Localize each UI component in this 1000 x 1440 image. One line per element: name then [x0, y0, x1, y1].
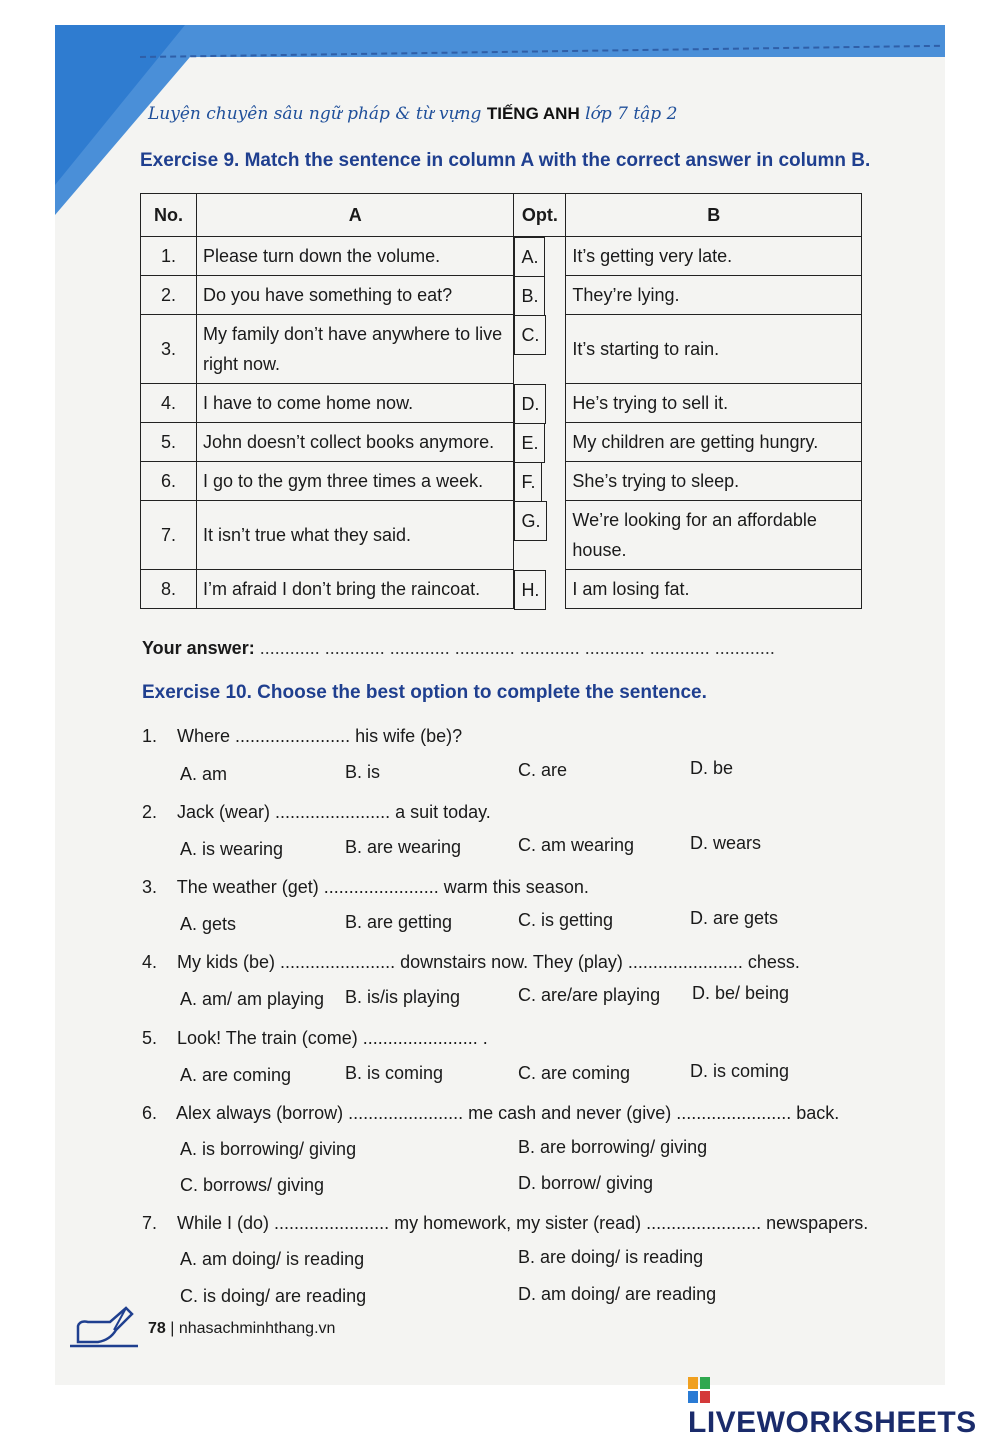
option-letter: D.	[514, 384, 546, 424]
table-header-row	[141, 194, 862, 237]
question-text: Where ....................... his wife (be)?	[177, 726, 463, 746]
question-6	[142, 1101, 839, 1125]
table-row	[141, 384, 862, 423]
question-number: 7.	[142, 1213, 158, 1233]
question-1	[142, 724, 462, 748]
option-a[interactable]: A. am	[180, 764, 228, 784]
option-letter: B.	[514, 276, 545, 316]
column-b-answer: He’s trying to sell it.	[566, 384, 862, 423]
column-b-answer: I am losing fat.	[566, 570, 862, 609]
question-text: My kids (be) ....................... downstairs now. They (play) ....................... chess.	[177, 952, 800, 972]
column-a-sentence: Please turn down the volume.	[196, 237, 513, 276]
row-number: 5.	[141, 423, 197, 462]
column-b-answer: She’s trying to sleep.	[566, 462, 862, 501]
column-b-answer: They’re lying.	[566, 276, 862, 315]
option-c[interactable]: C. are	[518, 760, 568, 780]
option-letter: C.	[514, 315, 546, 355]
option-d[interactable]: D. am doing/ are reading	[518, 1284, 717, 1304]
column-b-answer: My children are getting hungry.	[566, 423, 862, 462]
option-c[interactable]: C. is doing/ are reading	[180, 1286, 367, 1306]
header-opt: Opt.	[514, 194, 566, 237]
option-d[interactable]: D. are gets	[690, 908, 779, 928]
table-row	[141, 315, 862, 384]
question-2	[142, 800, 491, 824]
row-number: 4.	[141, 384, 197, 423]
question-7	[142, 1211, 868, 1235]
question-number: 3.	[142, 877, 158, 897]
answer-line	[142, 638, 775, 659]
answer-label: Your answer:	[142, 638, 255, 658]
column-a-sentence: I have to come home now.	[196, 384, 513, 423]
option-b[interactable]: B. are borrowing/ giving	[518, 1137, 708, 1157]
column-a-sentence: I’m afraid I don’t bring the raincoat.	[196, 570, 513, 609]
question-text: Alex always (borrow) ....................... me cash and never (give) ....................... back.	[176, 1103, 840, 1123]
option-letter: G.	[514, 501, 547, 541]
answer-blanks[interactable]: ............ ............ ............ ............ ............ ............ ............ ............	[259, 638, 775, 658]
column-b-answer: We’re looking for an affordable house.	[566, 501, 862, 570]
option-c[interactable]: C. are coming	[518, 1063, 631, 1083]
question-3	[142, 875, 589, 899]
writing-hand-icon	[70, 1300, 140, 1350]
exercise9-title: Exercise 9. Match the sentence in column A with the correct answer in column B.	[140, 150, 871, 171]
header-subtitle: Luyện chuyên sâu ngữ pháp & từ vựng	[148, 104, 482, 124]
question-text: Look! The train (come) ....................... .	[177, 1028, 488, 1048]
column-b-answer: It’s getting very late.	[566, 237, 862, 276]
matching-table	[140, 193, 862, 609]
book-header	[148, 104, 677, 124]
option-a[interactable]: A. am/ am playing	[180, 989, 325, 1009]
header-b: B	[566, 194, 862, 237]
table-row	[141, 423, 862, 462]
option-c[interactable]: C. are/are playing	[518, 985, 661, 1005]
watermark-text: LIVEWORKSHEETS	[688, 1406, 977, 1439]
option-a[interactable]: A. are coming	[180, 1065, 292, 1085]
table-row	[141, 501, 862, 570]
option-b[interactable]: B. are wearing	[345, 837, 462, 857]
column-a-sentence: My family don’t have anywhere to live right now.	[196, 315, 513, 384]
option-a[interactable]: A. is borrowing/ giving	[180, 1139, 357, 1159]
question-4	[142, 950, 800, 974]
table-row	[141, 237, 862, 276]
option-c[interactable]: C. borrows/ giving	[180, 1175, 325, 1195]
option-letter: E.	[514, 423, 545, 463]
row-number: 8.	[141, 570, 197, 609]
question-text: The weather (get) ....................... warm this season.	[176, 877, 589, 897]
option-b[interactable]: B. is coming	[345, 1063, 444, 1083]
row-number: 7.	[141, 501, 197, 570]
question-5	[142, 1026, 488, 1050]
liveworksheets-logo-icon	[688, 1377, 710, 1403]
question-number: 2.	[142, 802, 158, 822]
question-number: 1.	[142, 726, 158, 746]
row-number: 3.	[141, 315, 197, 384]
option-b[interactable]: B. are doing/ is reading	[518, 1247, 704, 1267]
question-text: Jack (wear) ....................... a suit today.	[177, 802, 491, 822]
page-number: 78	[148, 1320, 166, 1337]
table-row	[141, 276, 862, 315]
row-number: 6.	[141, 462, 197, 501]
question-number: 4.	[142, 952, 158, 972]
column-a-sentence: I go to the gym three times a week.	[196, 462, 513, 501]
option-b[interactable]: B. is	[345, 762, 381, 782]
row-number: 1.	[141, 237, 197, 276]
header-no: No.	[141, 194, 197, 237]
option-a[interactable]: A. is wearing	[180, 839, 284, 859]
header-a: A	[196, 194, 513, 237]
option-a[interactable]: A. gets	[180, 914, 237, 934]
column-a-sentence: Do you have something to eat?	[196, 276, 513, 315]
option-letter: A.	[514, 237, 545, 277]
option-c[interactable]: C. is getting	[518, 910, 614, 930]
column-b-answer: It’s starting to rain.	[566, 315, 862, 384]
option-letter: H.	[514, 570, 546, 610]
option-d[interactable]: D. borrow/ giving	[518, 1173, 654, 1193]
option-d[interactable]: D. be	[690, 758, 734, 778]
table-row	[141, 570, 862, 609]
header-grade: lớp 7 tập 2	[585, 104, 678, 124]
liveworksheets-watermark	[688, 1372, 1000, 1440]
page-footer	[148, 1320, 335, 1338]
exercise10-title: Exercise 10. Choose the best option to complete the sentence.	[142, 682, 707, 703]
header-subject: TIẾNG ANH	[486, 104, 580, 123]
column-a-sentence: John doesn’t collect books anymore.	[196, 423, 513, 462]
option-letter: F.	[514, 462, 542, 502]
option-a[interactable]: A. am doing/ is reading	[180, 1249, 365, 1269]
option-d[interactable]: D. is coming	[690, 1061, 790, 1081]
column-a-sentence: It isn’t true what they said.	[196, 501, 513, 570]
option-c[interactable]: C. am wearing	[518, 835, 635, 855]
table-row	[141, 462, 862, 501]
option-b[interactable]: B. are getting	[345, 912, 453, 932]
question-number: 6.	[142, 1103, 158, 1123]
option-b[interactable]: B. is/is playing	[345, 987, 461, 1007]
question-text: While I (do) ....................... my homework, my sister (read) ....................... newspapers.	[177, 1213, 869, 1233]
publisher-site: nhasachminhthang.vn	[178, 1320, 336, 1337]
footer-separator: |	[170, 1320, 175, 1337]
row-number: 2.	[141, 276, 197, 315]
question-number: 5.	[142, 1028, 158, 1048]
option-d[interactable]: D. be/ being	[692, 983, 790, 1003]
option-d[interactable]: D. wears	[690, 833, 762, 853]
